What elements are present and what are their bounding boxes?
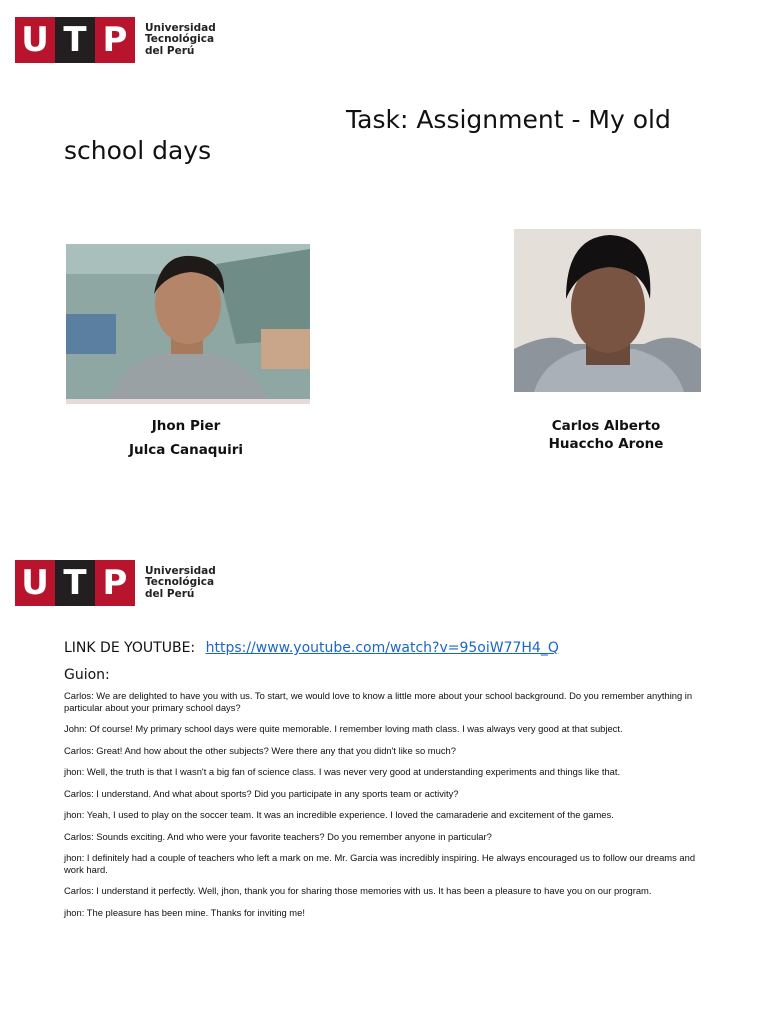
student-photo-carlos <box>514 229 701 392</box>
logo-letter-t: T <box>55 17 95 63</box>
dialogue-line: jhon: The pleasure has been mine. Thanks for inviting me! <box>64 906 305 918</box>
utp-logo-second <box>15 560 216 606</box>
dialogue-script <box>64 690 704 928</box>
youtube-link[interactable]: https://www.youtube.com/watch?v=95oiW77H4_Q <box>205 640 559 656</box>
dialogue-line: John: Of course! My primary school days were quite memorable. I remember loving math class. I was always very good at that subject. <box>64 723 623 734</box>
photo-carlos-image <box>514 229 701 392</box>
logo-letter-u: U <box>15 17 55 63</box>
guion-heading: Guion: <box>64 667 110 683</box>
logo-institution-name: Universidad Tecnológica del Perú <box>145 21 216 57</box>
student-name-jhon-line1: Jhon Pier <box>151 418 221 434</box>
youtube-link-row <box>64 640 559 656</box>
dialogue-line: Carlos: We are delighted to have you with us. To start, we would love to know a little more about your school background. Do you remember anything in particular about your primary school days? <box>64 690 693 713</box>
dialogue-line: Carlos: Great! And how about the other subjects? Were there any that you didn't like so much? <box>64 744 456 756</box>
photo-jhon-image <box>66 244 310 404</box>
logo-letter-t: T <box>55 560 95 606</box>
logo-letter-p: P <box>95 17 135 63</box>
dialogue-line: jhon: I definitely had a couple of teachers who left a mark on me. Mr. Garcia was incredibly inspiring. He always encouraged us to follow our dreams and work hard. <box>64 852 696 875</box>
dialogue-line: Carlos: I understand. And what about sports? Did you participate in any sports team or activity? <box>64 787 459 799</box>
student-name-carlos <box>530 418 682 452</box>
student-name-jhon <box>66 418 306 458</box>
student-photo-jhon <box>66 244 310 404</box>
dialogue-line: jhon: Yeah, I used to play on the soccer team. It was an incredible experience. I loved the camaraderie and excitement of the games. <box>64 809 614 820</box>
logo-institution-name: Universidad Tecnológica del Perú <box>145 564 216 600</box>
youtube-link-label: LINK DE YOUTUBE: <box>64 640 196 656</box>
utp-logo <box>15 17 216 63</box>
page-title: Task: Assignment - My old school days <box>64 105 671 165</box>
logo-letter-p: P <box>95 560 135 606</box>
dialogue-line: jhon: Well, the truth is that I wasn't a big fan of science class. I was never very good at understanding experiments and things like that. <box>64 766 621 777</box>
dialogue-line: Carlos: I understand it perfectly. Well, jhon, thank you for sharing those memories with us. It has been a pleasure to have you on our program. <box>64 885 652 896</box>
student-name-jhon-line2: Julca Canaquiri <box>129 442 243 458</box>
student-name-carlos-line1: Carlos Alberto <box>551 418 661 434</box>
logo-letter-u: U <box>15 560 55 606</box>
dialogue-line: Carlos: Sounds exciting. And who were your favorite teachers? Do you remember anyone in particular? <box>64 830 492 842</box>
student-name-carlos-line2: Huaccho Arone <box>548 436 664 452</box>
